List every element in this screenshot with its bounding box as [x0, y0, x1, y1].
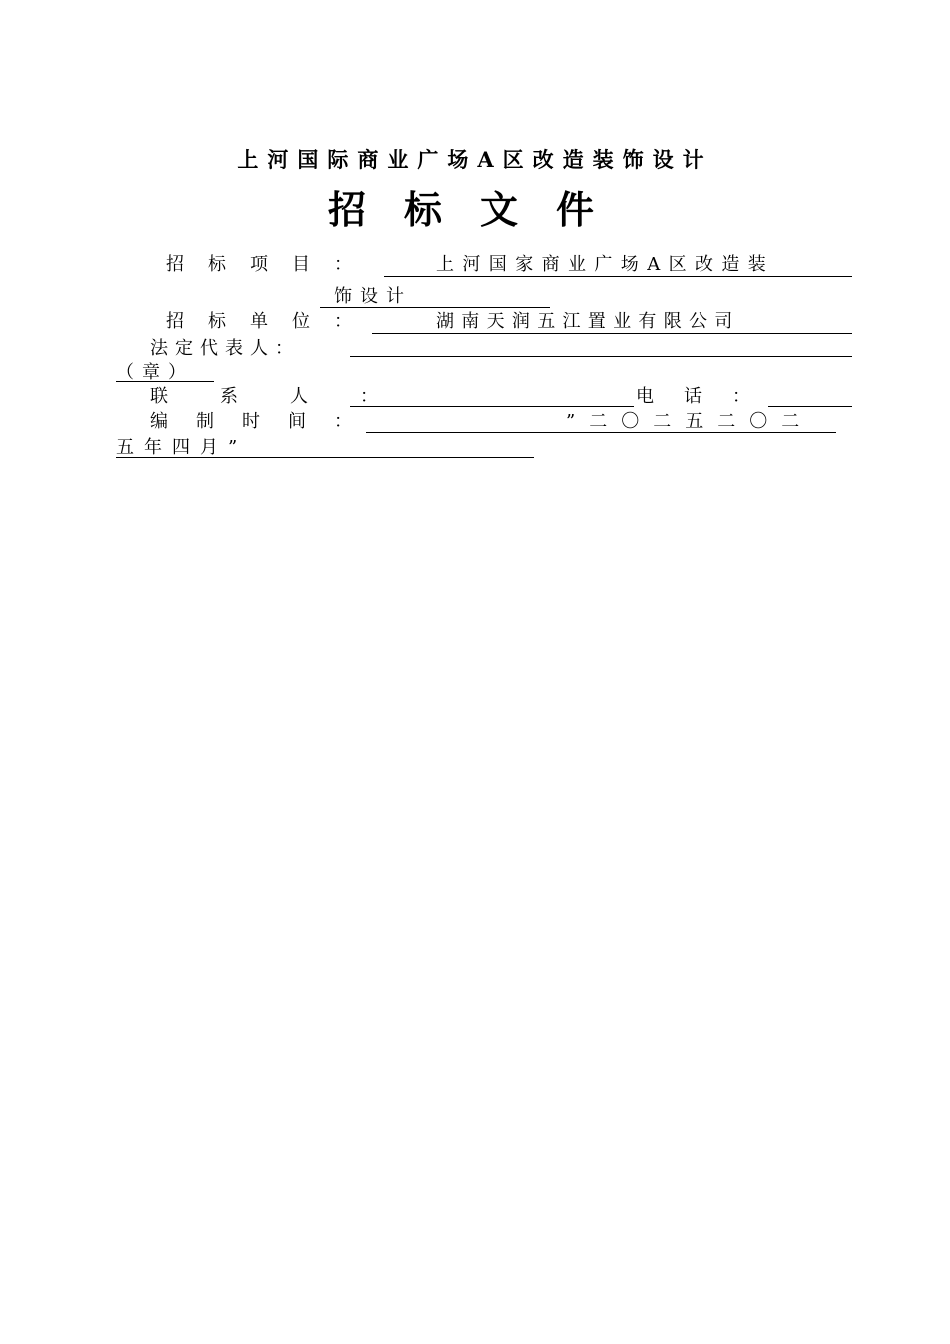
legal-label: 法定代表人：: [150, 338, 300, 359]
date-label: 编制时间：: [150, 411, 380, 432]
unit-value: 湖南天润五江置业有限公司: [436, 311, 740, 332]
date-underline-2: [116, 457, 534, 458]
legal-suffix-underline: [116, 381, 214, 382]
document-subtitle: 上河国际商业广场A区改造装饰设计: [237, 147, 713, 172]
contact-underline: [350, 406, 634, 407]
legal-suffix: （章）: [116, 362, 194, 383]
project-underline-2: [320, 307, 550, 308]
project-value-line2: 饰设计: [334, 286, 412, 307]
date-value-line2: 五年四月”: [116, 437, 248, 458]
project-label: [166, 253, 376, 277]
document-title: 招标文件: [327, 187, 632, 232]
contact-label: 联系人：: [150, 386, 430, 407]
project-label-text: 招标项目：: [166, 254, 376, 275]
project-value-line1: 上河国家商业广场A区改造装: [436, 254, 775, 275]
phone-underline: [768, 406, 852, 407]
unit-label: 招标单位：: [166, 311, 376, 332]
date-value-line1: ”二〇二五二〇二: [566, 411, 814, 432]
legal-underline: [350, 356, 852, 357]
phone-label: 电话：: [636, 386, 780, 407]
unit-underline: [372, 333, 852, 334]
project-underline-1: [384, 276, 852, 277]
